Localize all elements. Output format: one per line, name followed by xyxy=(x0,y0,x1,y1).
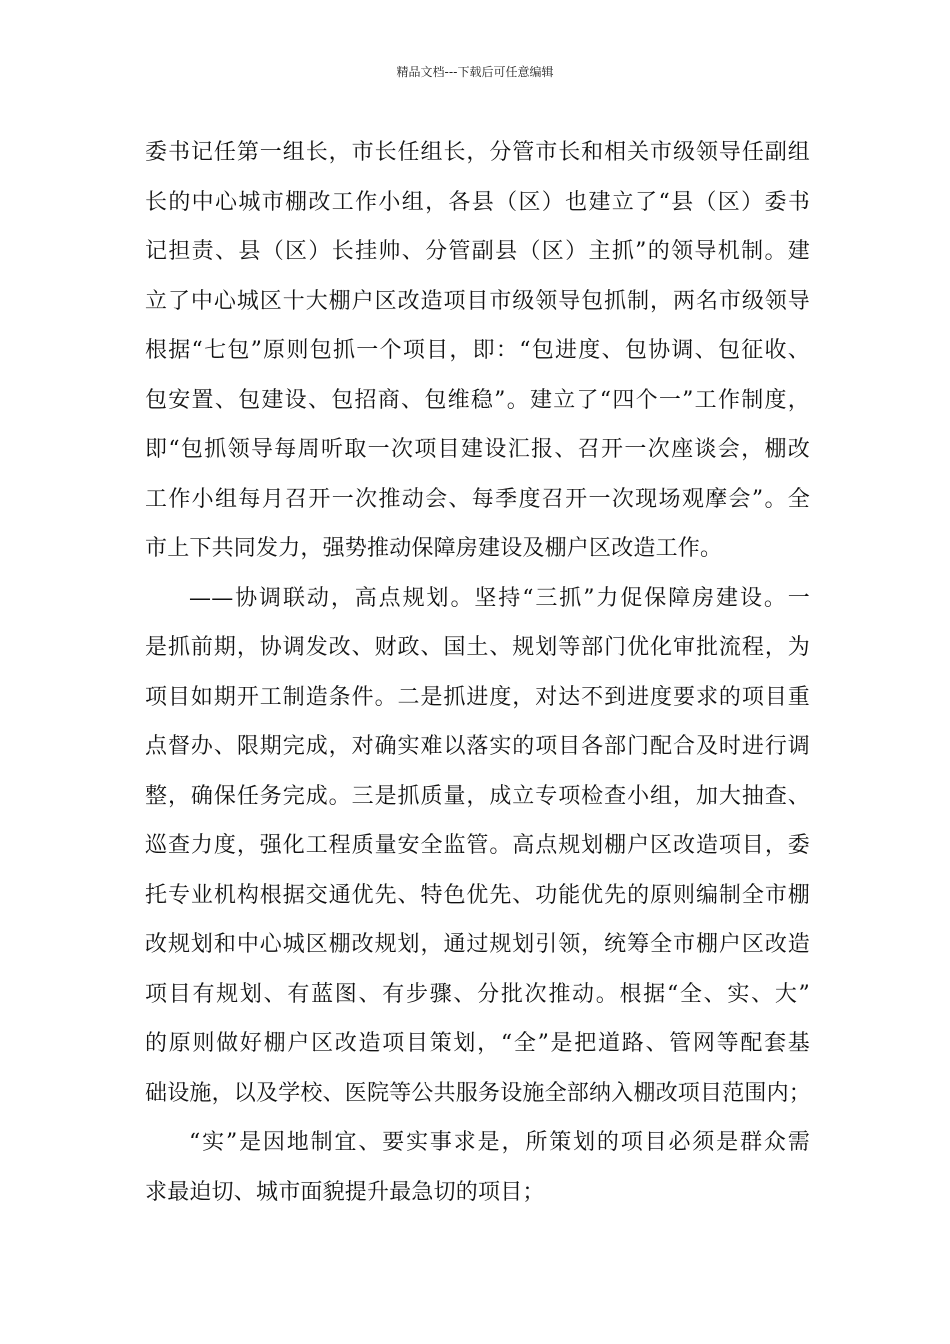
text-line: 巡查力度，强化工程质量安全监管。高点规划棚户区改造项目，委 xyxy=(145,833,810,858)
text-line: 包安置、包建设、包招商、包维稳”。建立了“四个一”工作制度， xyxy=(145,387,810,413)
text-line: 市上下共同发力，强势推动保障房建设及棚户区改造工作。 xyxy=(145,536,723,561)
text-line: 求最迫切、城市面貌提升最急切的项目； xyxy=(145,1179,545,1205)
body-text xyxy=(145,128,810,1217)
text-line: 记担责、县（区）长挂帅、分管副县（区）主抓”的领导机制。建 xyxy=(145,239,810,264)
text-line: 根据“七包”原则包抓一个项目，即：“包进度、包协调、包征收、 xyxy=(145,338,810,363)
text-line: 的原则做好棚户区改造项目策划，“全”是把道路、管网等配套基 xyxy=(145,1031,810,1056)
paragraph-start-line: “实”是因地制宜、要实事求是，所策划的项目必须是群众需 xyxy=(189,1130,810,1155)
text-line: 改规划和中心城区棚改规划，通过规划引领，统筹全市棚户区改造 xyxy=(145,932,810,957)
text-line: 即“包抓领导每周听取一次项目建设汇报、召开一次座谈会，棚改 xyxy=(145,437,810,462)
text-line: 立了中心城区十大棚户区改造项目市级领导包抓制，两名市级领导 xyxy=(145,288,810,314)
page-header: 精品文档---下载后可任意编辑 xyxy=(396,65,554,79)
text-line: 础设施，以及学校、医院等公共服务设施全部纳入棚改项目范围内； xyxy=(145,1080,812,1106)
text-line: 项目有规划、有蓝图、有步骤、分批次推动。根据“全、实、大” xyxy=(145,981,810,1007)
text-line: 托专业机构根据交通优先、特色优先、功能优先的原则编制全市棚 xyxy=(145,882,810,908)
text-line: 工作小组每月召开一次推动会、每季度召开一次现场观摩会”。全 xyxy=(145,486,810,512)
text-line: 点督办、限期完成，对确实难以落实的项目各部门配合及时进行调 xyxy=(145,734,810,759)
text-line: 项目如期开工制造条件。二是抓进度，对达不到进度要求的项目重 xyxy=(145,684,810,710)
text-line: 是抓前期，协调发改、财政、国土、规划等部门优化审批流程，为 xyxy=(145,635,810,660)
text-line: 委书记任第一组长，市长任组长，分管市长和相关市级领导任副组 xyxy=(145,140,810,165)
text-line: 长的中心城市棚改工作小组，各县（区）也建立了“县（区）委书 xyxy=(145,189,810,215)
text-line: 整，确保任务完成。三是抓质量，成立专项检查小组，加大抽查、 xyxy=(145,783,810,809)
paragraph-start-line: ——协调联动，高点规划。坚持“三抓”力促保障房建设。一 xyxy=(189,585,810,611)
